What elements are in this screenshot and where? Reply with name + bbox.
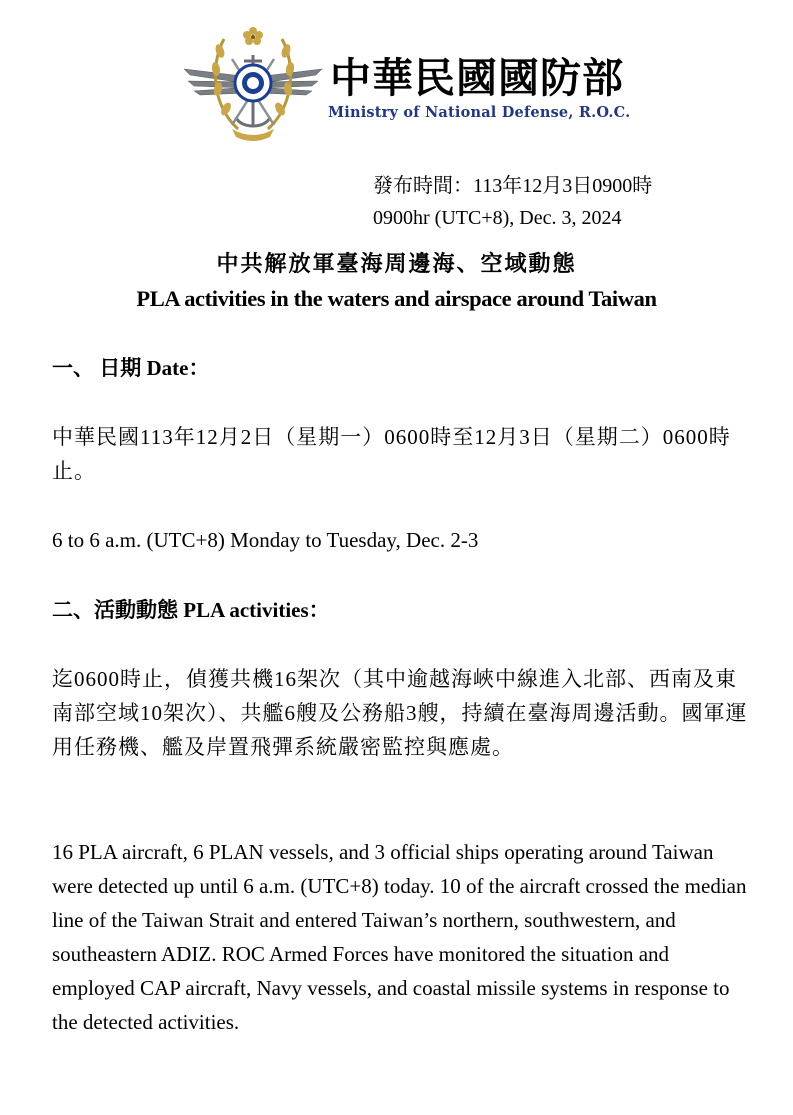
date-paragraph-english: 6 to 6 a.m. (UTC+8) Monday to Tuesday, Dec. 2-3 bbox=[52, 528, 479, 552]
ministry-emblem-icon bbox=[180, 25, 326, 143]
release-time bbox=[373, 170, 652, 234]
release-time-chinese: 發布時間：113年12月3日0900時 bbox=[373, 175, 653, 197]
activities-paragraph-english: 16 PLA aircraft, 6 PLAN vessels, and 3 official ships operating around Taiwan were detected up until 6 a.m. (UTC+8) today. 10 of the aircraft crossed the median line of the Taiwan Strait and entered Taiwan’s northern, southwestern, and southeastern ADIZ. ROC Armed Forces have monitored the situation and employed CAP aircraft, Navy vessels, and coastal missile systems in response to the detected activities. bbox=[52, 840, 747, 1034]
activities-paragraph-chinese: 迄0600時止，偵獲共機16架次（其中逾越海峽中線進入北部、西南及東南部空域10架次）、共艦6艘及公務船3艘，持續在臺海周邊活動。國軍運用任務機、艦及岸置飛彈系統嚴密監控與應處。 bbox=[52, 667, 748, 759]
date-paragraph-chinese: 中華民國113年12月2日（星期一）0600時至12月3日（星期二）0600時止。 bbox=[52, 425, 731, 483]
org-name-english: Ministry of National Defense, R.O.C. bbox=[328, 104, 631, 121]
section-activities-heading: 二、活動動態 PLA activities： bbox=[52, 598, 330, 622]
release-time-english: 0900hr (UTC+8), Dec. 3, 2024 bbox=[373, 207, 622, 229]
document-title-chinese: 中共解放軍臺海周邊海、空域動態 bbox=[216, 251, 577, 276]
section-date-heading: 一、 日期 Date： bbox=[52, 356, 210, 380]
org-name-chinese: 中華民國國防部 bbox=[330, 54, 624, 102]
document-title-english: PLA activities in the waters and airspace around Taiwan bbox=[136, 286, 657, 311]
